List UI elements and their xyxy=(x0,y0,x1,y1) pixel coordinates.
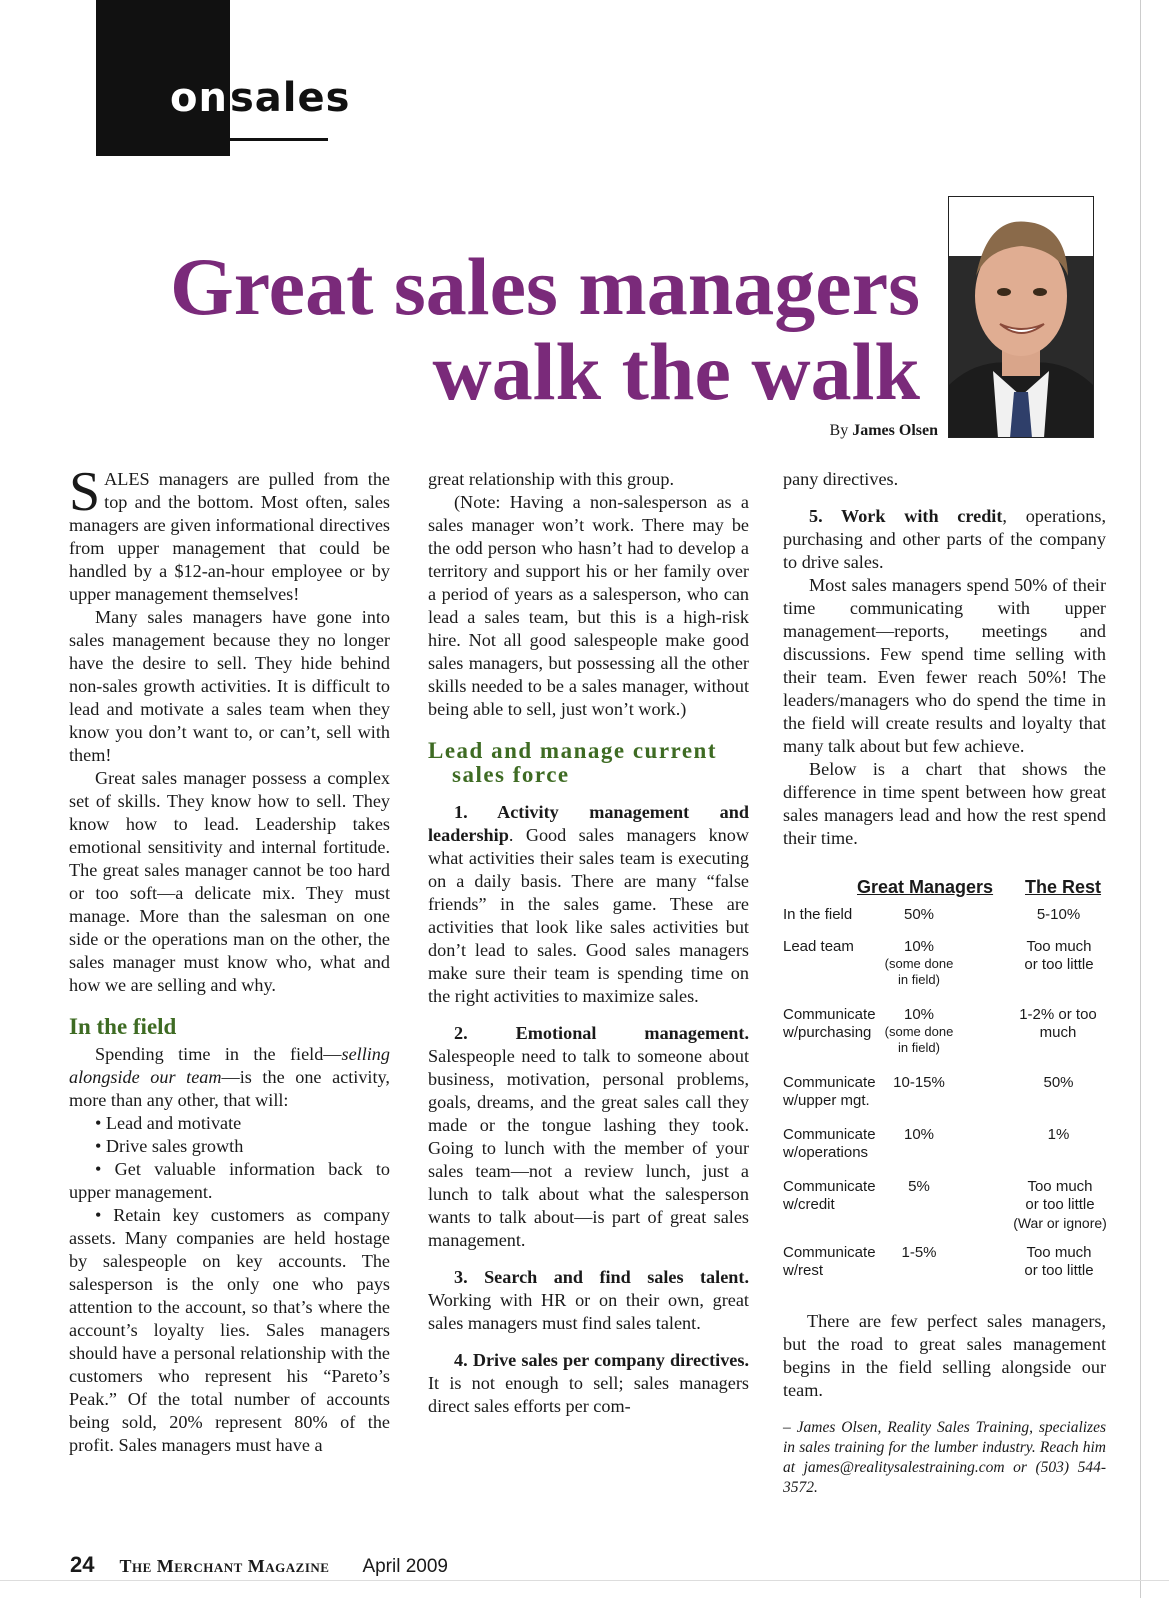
paragraph: There are few perfect sales managers, but the road to great sales management begins in the field selling alongside our team. xyxy=(783,1311,1106,1400)
page-number: 24 xyxy=(70,1552,95,1577)
list-item-body: Salespeople need to talk to someone about business, motivation, personal problems, goals, dreams, and the great sales call they made or the tongue lashing they took. Going to lunch with the member of your sales team—not a review lunch, just a lunch to talk about what the salesperson wants to talk about—is part of great sales management. xyxy=(428,1046,749,1250)
byline-prefix: By xyxy=(829,422,849,439)
subhead-line: sales force xyxy=(452,762,570,787)
paragraph: (Note: Having a non-salesperson as a sales manager won’t work. There may be the odd person who hasn’t had to develop a territory and support his or her family over a period of years as a salesperson, who can lead a sales team, but this is a high-risk hire. Not all good salespeople make good sales managers, but possessing all the other skills needed to be a sales manager, without being able to sell, just won’t work.) xyxy=(428,492,749,719)
chart-row-rest: 50% xyxy=(1043,1074,1074,1091)
chart-row xyxy=(783,1244,1103,1288)
chart-row xyxy=(783,938,1103,1006)
paragraph: Most sales managers spend 50% of their time communicating with upper management—reports, meetings and discussions. Few spend time selling with their team. Even fewer reach 50%! The leaders/managers who do spend the time in the field will create results and loyalty that many talk about but few achieve. xyxy=(783,575,1106,756)
chart-row-great-value: 10% xyxy=(903,938,935,955)
page-bottom-edge xyxy=(0,1580,1169,1581)
chart-row xyxy=(783,1126,1103,1178)
chart-header-the-rest: The Rest xyxy=(1025,877,1102,897)
chart-row-rest: Too much or too little xyxy=(1024,938,1094,973)
article-headline xyxy=(40,241,920,417)
list-item xyxy=(783,505,1106,574)
article-column-3 xyxy=(783,468,1106,850)
author-credit: – James Olsen, Reality Sales Training, specializes in sales training for the lumber industry. Reach him at james@realitysalestraining.com or (503) 544-3572. xyxy=(783,1419,1106,1496)
list-item-body: . Good sales managers know what activities their sales team is executing on a daily basis. There are many “false friends” in the sales game. These are activities that look like sales activities but don’t lead to sales. Good sales managers make sure their team is spending time on the right activities to maximize sales. xyxy=(428,825,749,1006)
chart-header xyxy=(783,878,1103,906)
chart-row-great-note: (some done in field) xyxy=(884,1024,954,1055)
chart-row-great: 5% xyxy=(908,1178,930,1195)
chart-row-rest: 1% xyxy=(1047,1126,1070,1143)
chart-row-great: 1-5% xyxy=(901,1244,937,1261)
headline-line-2: walk the walk xyxy=(432,326,920,417)
chart-row-great: 10% xyxy=(903,1126,935,1143)
list-item-head: 2. Emotional management. xyxy=(454,1023,749,1043)
subhead-in-the-field: In the field xyxy=(69,1014,177,1039)
byline xyxy=(740,422,938,440)
bullet-item: • Drive sales growth xyxy=(95,1136,244,1156)
author-photo xyxy=(948,196,1094,438)
section-tag-on: on xyxy=(170,75,228,121)
article-column-1 xyxy=(69,461,390,1457)
chart-row-great: 10-15% xyxy=(893,1074,945,1091)
drop-cap: S xyxy=(69,461,101,523)
list-item xyxy=(428,801,749,1008)
paragraph xyxy=(69,461,390,606)
paragraph: Many sales managers have gone into sales management because they no longer have the desire to sell. They hide behind non-sales growth activities. It is difficult to lead and motivate a sales team when they know you don’t want to, or can’t, sell with them! xyxy=(69,607,390,765)
page-footer xyxy=(70,1552,448,1578)
chart-row xyxy=(783,1074,1103,1126)
subhead-line: Lead and manage current xyxy=(428,738,717,763)
chart-row-rest: Too much or too little xyxy=(1024,1244,1094,1279)
bullet-item: • Get valuable information back to upper management. xyxy=(69,1159,390,1202)
chart-row-label: Communicate w/purchasing xyxy=(783,1006,876,1041)
author-portrait-image xyxy=(948,196,1094,438)
list-item-body: Working with HR or on their own, great sales managers must find sales talent. xyxy=(428,1290,749,1333)
chart-row xyxy=(783,906,1103,938)
paragraph-text: Spending time in the field— xyxy=(95,1044,342,1064)
list-item xyxy=(428,1349,749,1418)
list-item-body: , operations, purchasing and other parts of the company to drive sales. xyxy=(783,506,1106,572)
chart-row-label: Communicate w/rest xyxy=(783,1244,876,1279)
chart-row-rest-value: Too much or too little xyxy=(1025,1178,1095,1213)
byline-author: James Olsen xyxy=(852,422,938,439)
chart-row-rest xyxy=(1005,1178,1115,1233)
paragraph-emphasis: selling alongside our team xyxy=(69,1044,390,1087)
chart-row-rest: 1-2% or too much xyxy=(1019,1006,1097,1041)
paragraph: great relationship with this group. xyxy=(428,469,674,489)
bullet-item: • Lead and motivate xyxy=(95,1113,242,1133)
bullet-item: • Retain key customers as company assets. Many companies are held hostage by salespeople on key accounts. The salesperson is the only one who pays attention to the account, so that’s where the account’s loyalty lies. Sales managers should have a personal relationship with the customers who represent his “Pareto’s Peak.” Of the total number of accounts being sold, 20% represent 80% of the profit. Sales managers must have a xyxy=(69,1205,390,1455)
chart-row xyxy=(783,1178,1107,1244)
chart-row-label: Lead team xyxy=(783,938,854,955)
chart-row-great-value: 10% xyxy=(903,1006,935,1023)
list-item xyxy=(428,1022,749,1252)
section-tag xyxy=(170,75,351,121)
chart-row-great-note: (some done in field) xyxy=(884,956,954,987)
paragraph: Below is a chart that shows the difference in time spent between how great sales managers lead and how the rest spend their time. xyxy=(783,759,1106,848)
list-item-body: It is not enough to sell; sales managers direct sales efforts per com- xyxy=(428,1373,749,1416)
subhead-lead-and-manage xyxy=(428,739,749,787)
chart-row-label: Communicate w/upper mgt. xyxy=(783,1074,876,1109)
chart-row-great: 50% xyxy=(903,906,935,923)
list-item-head: 5. Work with credit xyxy=(809,506,1003,526)
closing-paragraph xyxy=(783,1310,1106,1402)
time-comparison-chart xyxy=(783,877,1107,1288)
paragraph: Great sales manager possess a complex set of skills. They know how to sell. They know how to lead. Leadership takes emotional sensitivity and internal fortitude. The great sales manager cannot be too hard or too soft—a delicate mix. They must manage. More than the salesman on one side or the operations man on the other, the sales manager must know who, what and how we are selling and why. xyxy=(69,768,390,995)
article-column-2 xyxy=(428,468,749,1418)
magazine-name: The Merchant Magazine xyxy=(119,1556,330,1576)
chart-row-label: Communicate w/operations xyxy=(783,1126,876,1161)
list-item-head: 4. Drive sales per company directives. xyxy=(454,1350,749,1370)
chart-row-label: In the field xyxy=(783,906,853,923)
section-tag-sales: sales xyxy=(229,75,351,121)
section-tag-rule xyxy=(196,138,328,141)
paragraph-text: —is the one activity, more than any other, that will: xyxy=(69,1067,390,1110)
chart-row-rest-note: (War or ignore) xyxy=(1013,1215,1107,1231)
list-item-head: 3. Search and find sales talent. xyxy=(454,1267,749,1287)
chart-row-great xyxy=(883,1006,955,1056)
chart-row-rest: 5-10% xyxy=(1036,906,1081,923)
issue-date: April 2009 xyxy=(362,1556,448,1577)
list-item-head: 1. Activity management and leadership xyxy=(428,802,749,845)
chart-header-great-managers: Great Managers xyxy=(857,877,994,897)
paragraph xyxy=(69,1043,390,1112)
list-item xyxy=(428,1266,749,1335)
headline-line-1: Great sales managers xyxy=(169,241,920,332)
paragraph-text: ALES managers are pulled from the top and the bottom. Most often, sales managers are given informational directives from upper management that could be handled by a $12-an-hour employee or by upper management themselves! xyxy=(69,469,390,604)
paragraph: pany directives. xyxy=(783,469,899,489)
chart-row xyxy=(783,1006,1103,1074)
page-edge xyxy=(1140,0,1141,1598)
chart-row-great xyxy=(883,938,955,988)
chart-row-label: Communicate w/credit xyxy=(783,1178,876,1213)
